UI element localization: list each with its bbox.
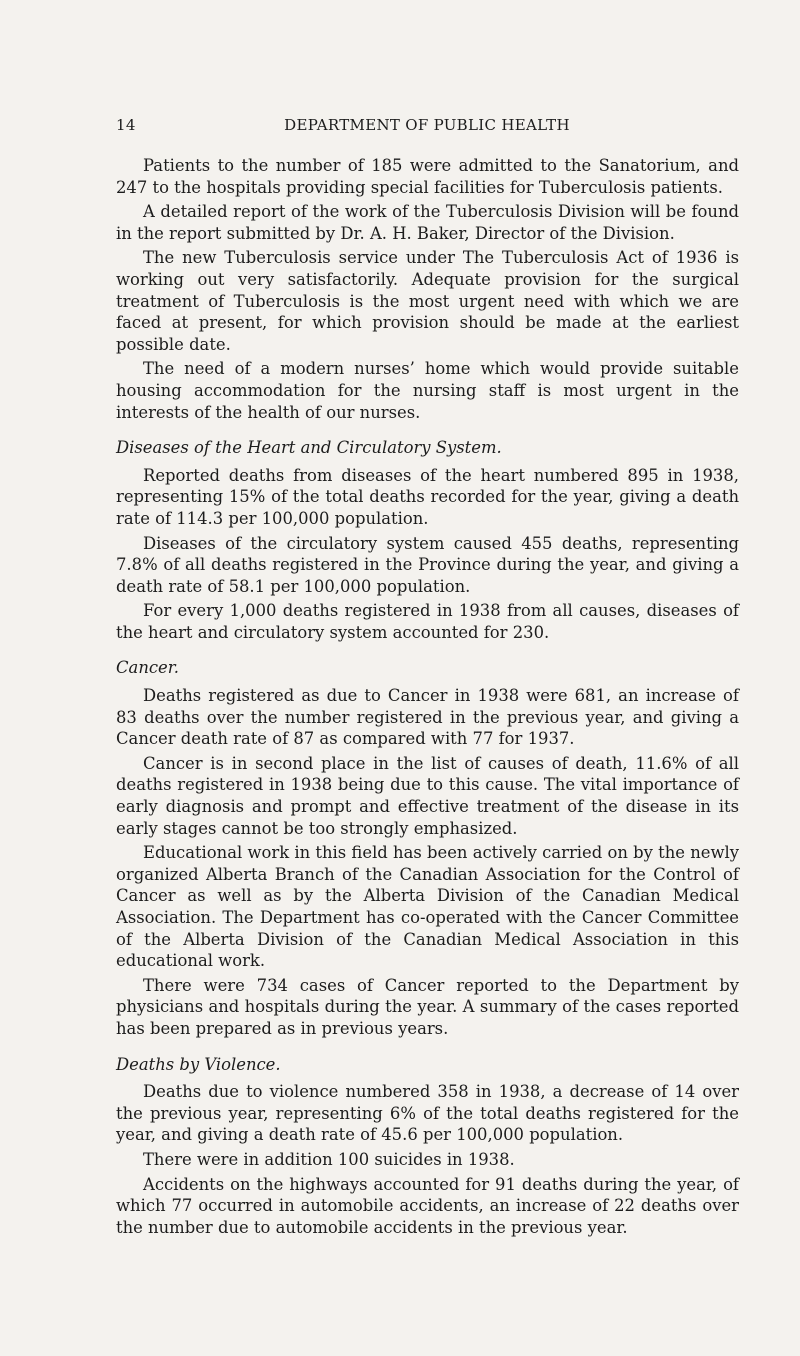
body-text (116, 155, 739, 1241)
paragraph: Deaths registered as due to Cancer in 1938 were 681, an increase of 83 deaths over the number registered in the previous year, and giving a Cancer death rate of 87 as compared with 77 for 1937. (116, 686, 739, 749)
page-number: 14 (116, 116, 136, 134)
paragraph: Patients to the number of 185 were admitted to the Sanatorium, and 247 to the hospitals providing special facilities for Tuberculosis patients. (116, 156, 739, 197)
paragraph: Educational work in this field has been actively carried on by the newly organized Alberta Branch of the Canadian Association for the Control of Cancer as well as by the Alberta Division of the Canadian Medical Association. The Department has co-operated with the Cancer Committee of the Alberta Division of the Canadian Medical Association in this educational work. (116, 843, 739, 971)
paragraph: Cancer is in second place in the list of causes of death, 11.6% of all deaths registered in 1938 being due to this cause. The vital importance of early diagnosis and prompt and effective treatment of the disease in its early stages cannot be too strongly emphasized. (116, 753, 739, 838)
paragraph: For every 1,000 deaths registered in 1938 from all causes, diseases of the heart and circulatory system accounted for 230. (116, 601, 739, 642)
section-heading-cancer: Cancer. (116, 658, 179, 678)
running-header (116, 116, 738, 136)
section-heading-violence: Deaths by Violence. (116, 1054, 281, 1074)
paragraph: There were in addition 100 suicides in 1938. (143, 1149, 515, 1169)
section-heading-heart: Diseases of the Heart and Circulatory System. (116, 438, 502, 458)
paragraph: Deaths due to violence numbered 358 in 1938, a decrease of 14 over the previous year, representing 6% of the total deaths registered for the year, and giving a death rate of 45.6 per 100,000 population. (116, 1082, 739, 1145)
paragraph: Diseases of the circulatory system caused 455 deaths, representing 7.8% of all deaths registered in the Province during the year, and giving a death rate of 58.1 per 100,000 population. (116, 533, 739, 596)
paragraph: The new Tuberculosis service under The Tuberculosis Act of 1936 is working out very satisfactorily. Adequate provision for the surgical treatment of Tuberculosis is the most urgent need with which we are faced at present, for which provision should be made at the earliest possible date. (116, 248, 739, 354)
header-title: DEPARTMENT OF PUBLIC HEALTH (284, 116, 570, 134)
paragraph: Reported deaths from diseases of the heart numbered 895 in 1938, representing 15% of the total deaths recorded for the year, giving a death rate of 114.3 per 100,000 population. (116, 465, 739, 528)
paragraph: The need of a modern nurses’ home which would provide suitable housing accommodation for the nursing staff is most urgent in the interests of the health of our nurses. (116, 359, 739, 422)
paragraph: A detailed report of the work of the Tuberculosis Division will be found in the report submitted by Dr. A. H. Baker, Director of the Division. (116, 202, 739, 243)
paragraph: Accidents on the highways accounted for 91 deaths during the year, of which 77 occurred in automobile accidents, an increase of 22 deaths over the number due to automobile accidents in the previous year. (116, 1174, 739, 1237)
paragraph: There were 734 cases of Cancer reported to the Department by physicians and hospitals during the year. A summary of the cases reported has been prepared as in previous years. (116, 975, 739, 1038)
